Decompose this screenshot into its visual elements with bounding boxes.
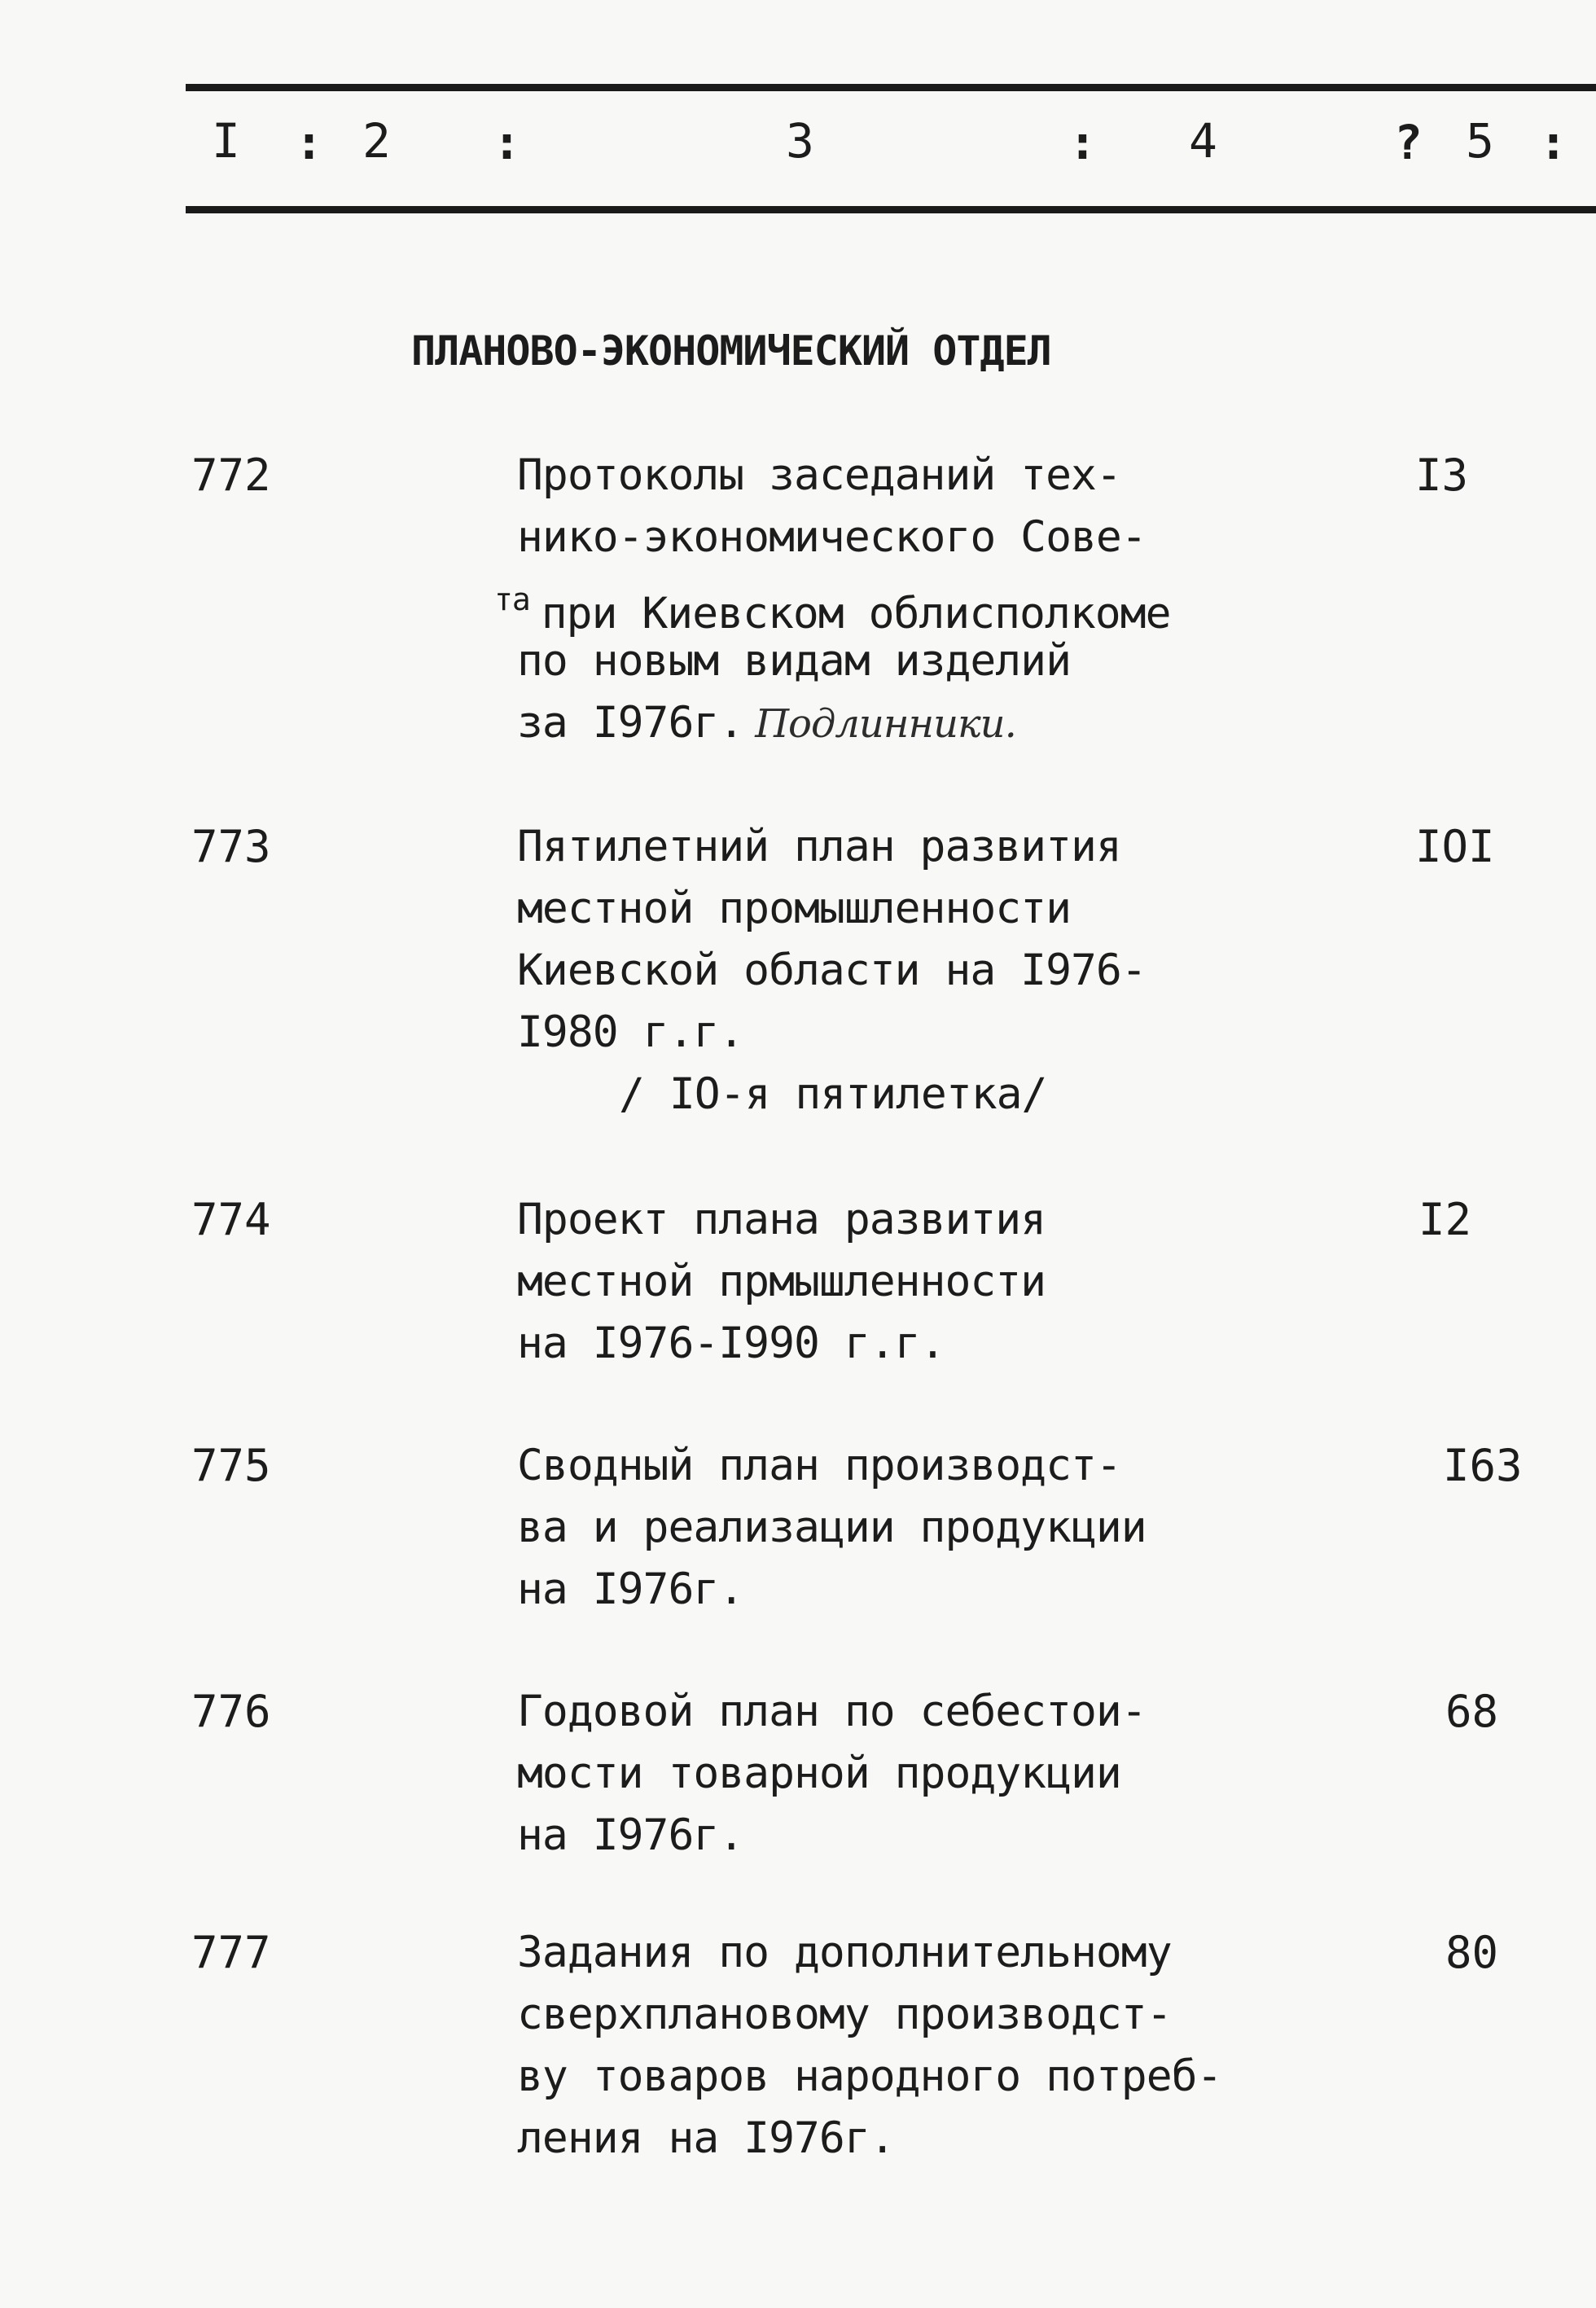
column-dot-mark: ? bbox=[1394, 115, 1423, 170]
entry-page-count: 68 bbox=[1445, 1686, 1499, 1737]
column-number-3: 3 bbox=[786, 113, 814, 169]
entry-number: 775 bbox=[191, 1440, 271, 1491]
section-title: ПЛАНОВО-ЭКОНОМИЧЕСКИЙ ОТДЕЛ bbox=[411, 327, 1051, 375]
entry-page-count: I2 bbox=[1418, 1194, 1472, 1245]
entry-line: / IO-я пятилетка/ bbox=[619, 1069, 1047, 1119]
entry-line: нико-экономического Сове- bbox=[517, 512, 1147, 562]
entry-line: Протоколы заседаний тех- bbox=[517, 450, 1121, 500]
entry-line: сверхплановому производст- bbox=[517, 1990, 1172, 2039]
entry-page-count: I63 bbox=[1443, 1440, 1523, 1491]
column-number-2: 2 bbox=[362, 113, 391, 169]
entry-description bbox=[494, 445, 1250, 754]
entry-line-text: за I976г. bbox=[517, 698, 744, 748]
entry-description bbox=[517, 816, 1250, 1125]
entry-line: ву товаров народного потреб- bbox=[517, 2051, 1222, 2101]
entry-page-count: I3 bbox=[1415, 450, 1469, 501]
column-number-1: I bbox=[212, 113, 240, 169]
entry-line-with-note bbox=[517, 692, 1250, 754]
entry-line: Киевской области на I976- bbox=[517, 946, 1147, 995]
entry-line: Сводный план производст- bbox=[517, 1441, 1121, 1490]
entry-line: ва и реализации продукции bbox=[517, 1503, 1147, 1552]
entry-line: по новым видам изделий bbox=[517, 636, 1071, 686]
entry-line: Задания по дополнительному bbox=[517, 1928, 1172, 1977]
entry-line: местной промышленности bbox=[517, 884, 1071, 933]
entry-number: 773 bbox=[191, 821, 271, 872]
entry-page-count: 80 bbox=[1445, 1927, 1499, 1978]
superscript-insertion: та bbox=[494, 581, 530, 617]
handwritten-note: Подлинники. bbox=[755, 701, 1016, 747]
entry-line: мости товарной продукции bbox=[517, 1749, 1121, 1798]
entry-line: на I976-I990 г.г. bbox=[517, 1319, 945, 1368]
entry-number: 777 bbox=[191, 1927, 271, 1978]
entry-line: на I976г. bbox=[517, 1810, 744, 1860]
column-separator: : bbox=[1068, 115, 1097, 170]
column-separator: : bbox=[493, 115, 521, 170]
entry-page-count: IOI bbox=[1415, 821, 1495, 872]
column-number-5: 5 bbox=[1466, 113, 1494, 169]
entry-line: Годовой план по себестои- bbox=[517, 1687, 1147, 1736]
entry-line-with-superscript bbox=[494, 568, 1250, 638]
entry-line: на I976г. bbox=[517, 1564, 744, 1614]
header-bottom-rule bbox=[186, 206, 1596, 213]
entry-number: 776 bbox=[191, 1686, 271, 1737]
column-separator: : bbox=[1539, 115, 1568, 170]
entry-description bbox=[517, 1435, 1250, 1621]
column-separator: : bbox=[295, 115, 323, 170]
entry-description bbox=[517, 1189, 1250, 1375]
entry-line: Проект плана развития bbox=[517, 1195, 1046, 1244]
entry-line: Пятилетний план развития bbox=[517, 822, 1121, 871]
header-top-rule bbox=[186, 84, 1596, 91]
entry-line-text: при Киевском облисполкоме bbox=[541, 589, 1171, 638]
entry-line: местной прмышленности bbox=[517, 1257, 1046, 1306]
entry-description bbox=[517, 1922, 1250, 2170]
entry-line: I980 г.г. bbox=[517, 1007, 744, 1057]
column-number-4: 4 bbox=[1189, 113, 1217, 169]
entry-description bbox=[517, 1681, 1250, 1867]
entry-number: 772 bbox=[191, 450, 271, 501]
entry-number: 774 bbox=[191, 1194, 271, 1245]
entry-line: ления на I976г. bbox=[517, 2113, 895, 2163]
